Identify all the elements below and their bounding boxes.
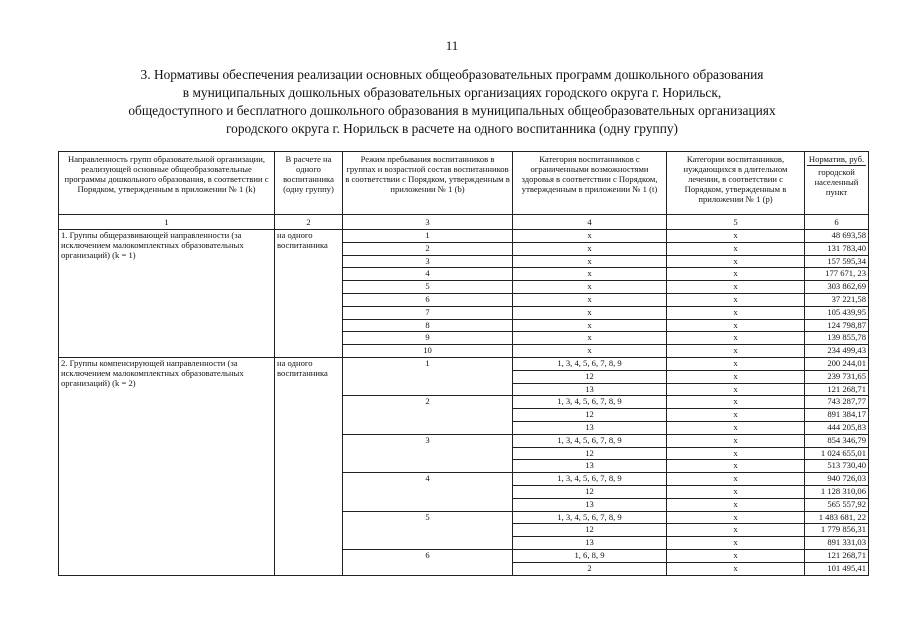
treatment-category-cell: x (667, 370, 805, 383)
treatment-category-cell: x (667, 421, 805, 434)
ovz-category-cell: 12 (513, 524, 667, 537)
normatives-table (58, 151, 869, 576)
group-direction-cell: 2. Группы компенсирующей направленности (за исключением малокомплектных образовательных организаций) (k = 2) (59, 357, 275, 575)
treatment-category-cell: x (667, 447, 805, 460)
ovz-category-cell: 1, 3, 4, 5, 6, 7, 8, 9 (513, 473, 667, 486)
treatment-category-cell: x (667, 498, 805, 511)
normative-value-cell: 105 439,95 (805, 306, 869, 319)
group-per-unit-cell: на одного воспитанника (275, 230, 343, 358)
normative-value-cell: 48 693,58 (805, 230, 869, 243)
treatment-category-cell: x (667, 332, 805, 345)
table-row (59, 357, 869, 370)
treatment-category-cell: x (667, 293, 805, 306)
normative-value-cell: 200 244,01 (805, 357, 869, 370)
normative-value-cell: 854 346,79 (805, 434, 869, 447)
header-per-unit: В расчете на одного воспитанника (одну группу) (275, 152, 343, 215)
normative-value-cell: 239 731,65 (805, 370, 869, 383)
col-num: 4 (513, 215, 667, 230)
treatment-category-cell: x (667, 485, 805, 498)
header-treatment-category: Категории воспитанников, нуждающихся в длительном лечении, в соответствии с Порядком, утвержденным в приложении № 1 (p) (667, 152, 805, 215)
treatment-category-cell: x (667, 345, 805, 358)
normative-value-cell: 743 287,77 (805, 396, 869, 409)
stay-mode-cell: 3 (343, 434, 513, 472)
ovz-category-cell: 1, 6, 8, 9 (513, 549, 667, 562)
normative-value-cell: 124 798,87 (805, 319, 869, 332)
ovz-category-cell: 13 (513, 537, 667, 550)
normative-value-cell: 303 862,69 (805, 281, 869, 294)
treatment-category-cell: x (667, 383, 805, 396)
col-num: 3 (343, 215, 513, 230)
column-number-row (59, 215, 869, 230)
ovz-category-cell: x (513, 255, 667, 268)
stay-mode-cell: 4 (343, 473, 513, 511)
normative-value-cell: 37 221,58 (805, 293, 869, 306)
stay-mode-cell: 4 (343, 268, 513, 281)
ovz-category-cell: x (513, 345, 667, 358)
ovz-category-cell: 1, 3, 4, 5, 6, 7, 8, 9 (513, 434, 667, 447)
stay-mode-cell: 1 (343, 230, 513, 243)
stay-mode-cell: 5 (343, 511, 513, 549)
header-ovz-category: Категория воспитанников с ограниченными возможностями здоровья в соответствии с Порядком, утвержденным в приложении № 1 (t) (513, 152, 667, 215)
normative-value-cell: 131 783,40 (805, 242, 869, 255)
stay-mode-cell: 8 (343, 319, 513, 332)
treatment-category-cell: x (667, 511, 805, 524)
page-number: 11 (445, 38, 459, 53)
treatment-category-cell: x (667, 230, 805, 243)
ovz-category-cell: x (513, 242, 667, 255)
normative-value-cell: 157 595,34 (805, 255, 869, 268)
treatment-category-cell: x (667, 524, 805, 537)
treatment-category-cell: x (667, 242, 805, 255)
stay-mode-cell: 6 (343, 293, 513, 306)
ovz-category-cell: 13 (513, 383, 667, 396)
normative-value-cell: 139 855,78 (805, 332, 869, 345)
normative-value-cell: 101 495,41 (805, 562, 869, 575)
section-heading (60, 66, 844, 138)
normative-value-cell: 891 384,17 (805, 409, 869, 422)
treatment-category-cell: x (667, 255, 805, 268)
normative-value-cell: 1 128 310,06 (805, 485, 869, 498)
group-per-unit-cell: на одного воспитанника (275, 357, 343, 575)
treatment-category-cell: x (667, 473, 805, 486)
normative-value-cell: 1 779 856,31 (805, 524, 869, 537)
heading-line-4: городского округа г. Норильск в расчете на одного воспитанника (одну группу) (225, 121, 679, 136)
treatment-category-cell: x (667, 319, 805, 332)
col-num: 6 (805, 215, 869, 230)
ovz-category-cell: x (513, 332, 667, 345)
header-normative (805, 152, 869, 215)
normative-value-cell: 1 024 655,01 (805, 447, 869, 460)
normative-value-cell: 891 331,03 (805, 537, 869, 550)
normative-value-cell: 565 557,92 (805, 498, 869, 511)
normative-value-cell: 940 726,03 (805, 473, 869, 486)
treatment-category-cell: x (667, 396, 805, 409)
treatment-category-cell: x (667, 409, 805, 422)
ovz-category-cell: 2 (513, 562, 667, 575)
header-stay-mode: Режим пребывания воспитанников в группах и возрастной состав воспитанников в соответствии с Порядком, утвержденным в приложении № 1 (b) (343, 152, 513, 215)
stay-mode-cell: 2 (343, 396, 513, 434)
ovz-category-cell: x (513, 281, 667, 294)
ovz-category-cell: x (513, 319, 667, 332)
normative-value-cell: 513 730,40 (805, 460, 869, 473)
normative-value-cell: 121 268,71 (805, 549, 869, 562)
header-direction: Направленность групп образовательной организации, реализующей основные общеобразовательные программы дошкольного образования, в соответствии с Порядком, утвержденным в приложении № 1 (k) (59, 152, 275, 215)
stay-mode-cell: 1 (343, 357, 513, 395)
group-direction-cell: 1. Группы общеразвивающей направленности (за исключением малокомплектных образовательных организаций) (k = 1) (59, 230, 275, 358)
treatment-category-cell: x (667, 268, 805, 281)
col-num: 1 (59, 215, 275, 230)
table-row (59, 230, 869, 243)
ovz-category-cell: 12 (513, 485, 667, 498)
ovz-category-cell: x (513, 306, 667, 319)
table-body (59, 230, 869, 576)
stay-mode-cell: 10 (343, 345, 513, 358)
ovz-category-cell: x (513, 268, 667, 281)
heading-line-1: 3. Нормативы обеспечения реализации основных общеобразовательных программ дошкольного образования (140, 67, 764, 82)
treatment-category-cell: x (667, 537, 805, 550)
col-num: 5 (667, 215, 805, 230)
table-header-row (59, 152, 869, 215)
ovz-category-cell: 12 (513, 409, 667, 422)
stay-mode-cell: 9 (343, 332, 513, 345)
col-num: 2 (275, 215, 343, 230)
stay-mode-cell: 5 (343, 281, 513, 294)
normative-value-cell: 444 205,83 (805, 421, 869, 434)
heading-line-3: общедоступного и бесплатного дошкольного образования в муниципальных общеобразовательных организациях (128, 103, 776, 118)
normative-value-cell: 1 483 681, 22 (805, 511, 869, 524)
ovz-category-cell: 13 (513, 460, 667, 473)
ovz-category-cell: 13 (513, 421, 667, 434)
treatment-category-cell: x (667, 357, 805, 370)
treatment-category-cell: x (667, 549, 805, 562)
treatment-category-cell: x (667, 562, 805, 575)
normative-value-cell: 234 499,43 (805, 345, 869, 358)
ovz-category-cell: x (513, 293, 667, 306)
ovz-category-cell: 1, 3, 4, 5, 6, 7, 8, 9 (513, 396, 667, 409)
treatment-category-cell: x (667, 306, 805, 319)
heading-line-2: в муниципальных дошкольных образовательных организациях городского округа г. Норильск, (182, 85, 722, 100)
header-normative-label: Норматив, руб. (808, 154, 865, 164)
ovz-category-cell: 12 (513, 447, 667, 460)
stay-mode-cell: 7 (343, 306, 513, 319)
header-normative-sub: городской населенный пункт (814, 167, 859, 197)
stay-mode-cell: 6 (343, 549, 513, 575)
ovz-category-cell: 12 (513, 370, 667, 383)
treatment-category-cell: x (667, 281, 805, 294)
normative-value-cell: 177 671, 23 (805, 268, 869, 281)
ovz-category-cell: 13 (513, 498, 667, 511)
treatment-category-cell: x (667, 434, 805, 447)
ovz-category-cell: 1, 3, 4, 5, 6, 7, 8, 9 (513, 511, 667, 524)
stay-mode-cell: 2 (343, 242, 513, 255)
treatment-category-cell: x (667, 460, 805, 473)
stay-mode-cell: 3 (343, 255, 513, 268)
ovz-category-cell: x (513, 230, 667, 243)
normative-value-cell: 121 268,71 (805, 383, 869, 396)
ovz-category-cell: 1, 3, 4, 5, 6, 7, 8, 9 (513, 357, 667, 370)
